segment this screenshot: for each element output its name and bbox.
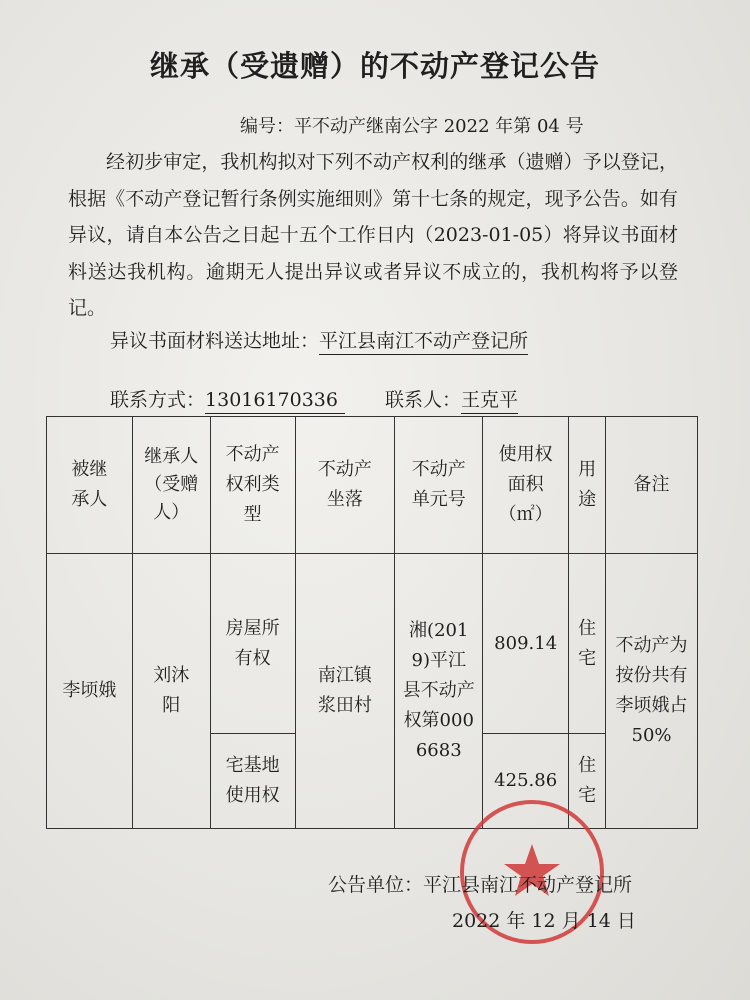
contact-label: 联系方式： bbox=[110, 389, 206, 411]
footer-date: 2022 年 12 月 14 日 bbox=[452, 910, 636, 932]
notice-serial: 编号：平不动产继南公字 2022 年第 04 号 bbox=[240, 116, 584, 137]
cell-location: 南江镇浆田村 bbox=[295, 554, 395, 829]
cell-area-2: 425.86 bbox=[483, 734, 569, 829]
registration-table bbox=[46, 416, 698, 829]
contact-person-label: 联系人： bbox=[385, 389, 462, 411]
address-label: 异议书面材料送达地址： bbox=[110, 330, 320, 352]
cell-unit-no: 湘(2019)平江县不动产权第0006683 bbox=[395, 554, 483, 829]
address-value: 平江县南江不动产登记所 bbox=[319, 330, 528, 355]
cell-right-type-1: 房屋所有权 bbox=[210, 554, 295, 734]
header-decedent: 被继承人 bbox=[47, 417, 133, 554]
table-row bbox=[47, 554, 698, 734]
header-area: 使用权面积（㎡） bbox=[483, 417, 569, 554]
contact-row bbox=[110, 385, 518, 414]
objection-address bbox=[110, 326, 528, 353]
header-heir: 继承人（受赠人） bbox=[132, 417, 210, 554]
table-header-row bbox=[47, 417, 698, 554]
header-right-type: 不动产权利类型 bbox=[210, 417, 295, 554]
cell-right-type-2: 宅基地使用权 bbox=[210, 734, 295, 829]
contact-phone: 13016170336 bbox=[205, 389, 345, 414]
cell-usage-2: 住宅 bbox=[569, 734, 606, 829]
contact-person: 王克平 bbox=[461, 389, 518, 414]
notice-title: 继承（受遗赠）的不动产登记公告 bbox=[149, 49, 600, 83]
header-location: 不动产坐落 bbox=[295, 417, 395, 554]
cell-remark: 不动产为按份共有李顷娥占50% bbox=[606, 554, 698, 829]
header-usage: 用途 bbox=[569, 417, 606, 554]
cell-heir: 刘沐阳 bbox=[132, 554, 210, 829]
footer-unit: 公告单位：平江县南江不动产登记所 bbox=[328, 874, 633, 896]
header-unit-no: 不动产单元号 bbox=[395, 417, 483, 554]
notice-body bbox=[68, 144, 678, 327]
notice-paragraph: 经初步审定，我机构拟对下列不动产权利的继承（遗赠）予以登记，根据《不动产登记暂行条例实施细则》第十七条的规定，现予公告。如有异议，请自本公告之日起十五个工作日内（2023-01-05）将异议书面材料送达我机构。逾期无人提出异议或者异议不成立的，我机构将予以登记。 bbox=[68, 151, 678, 319]
header-remark: 备注 bbox=[606, 417, 698, 554]
cell-decedent: 李顷娥 bbox=[47, 554, 133, 829]
cell-area-1: 809.14 bbox=[483, 554, 569, 734]
cell-usage-1: 住宅 bbox=[569, 554, 606, 734]
